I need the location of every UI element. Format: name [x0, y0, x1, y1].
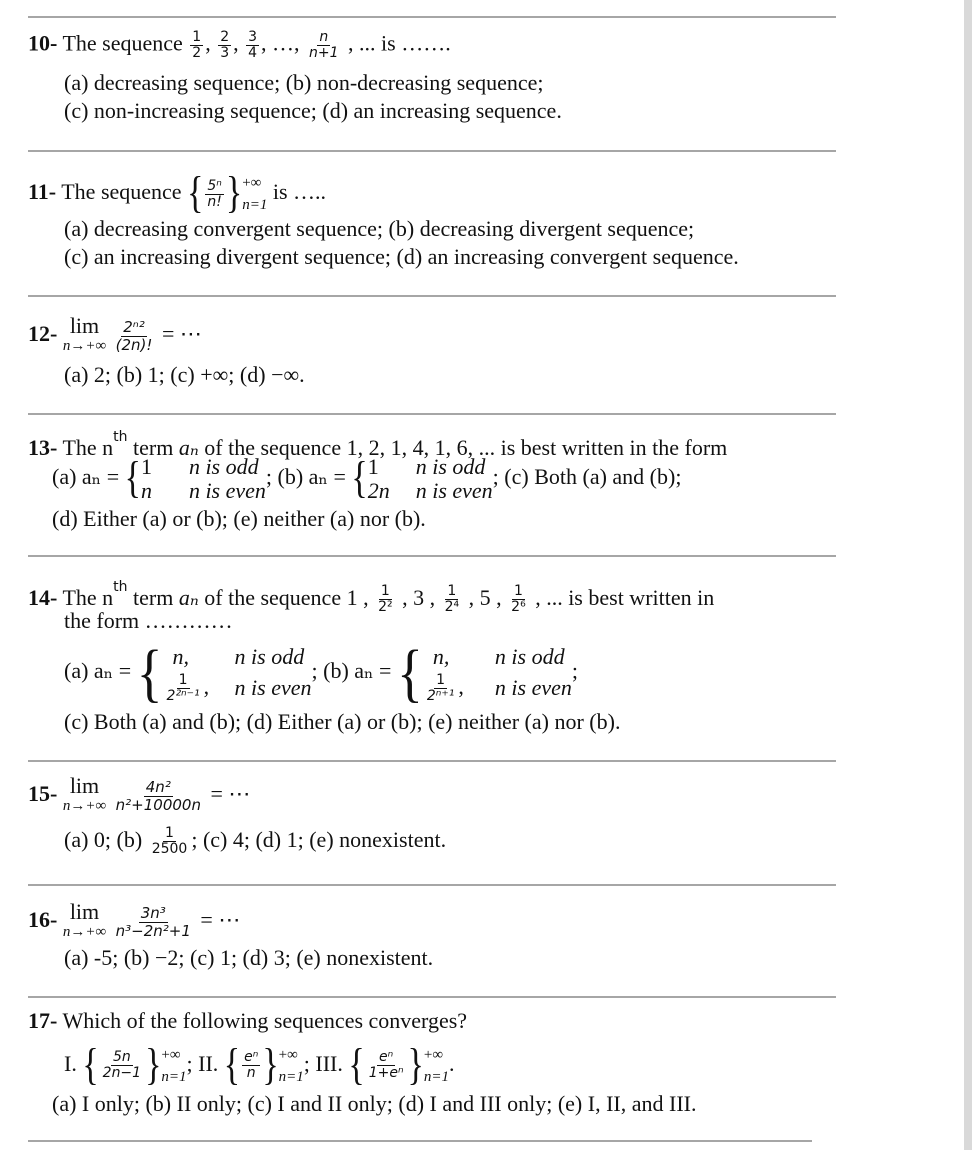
- q14-opt-a-frac: [165, 673, 202, 704]
- q12-num: 2ⁿ²: [123, 317, 145, 336]
- q17-options: (a) I only; (b) II only; (c) I and II only; (d) I and III only; (e) I, II, and III.: [52, 1091, 697, 1116]
- q13-stem-c: of the sequence 1, 2, 1, 4, 1, 6, ... is best written in the form: [204, 435, 728, 460]
- q10-options-line2: (c) non-increasing sequence; (d) an increasing sequence.: [64, 98, 562, 123]
- q14-line2: the form …………: [64, 608, 233, 633]
- q17-number: 17-: [28, 1008, 58, 1033]
- q14-opt-b-row1-value: n,: [432, 643, 450, 669]
- q11-den: n!: [207, 193, 222, 210]
- q14-opt-b-label: ; (b) aₙ =: [311, 658, 392, 683]
- q14-opt-b-row2: [423, 672, 572, 704]
- divider: [28, 1140, 812, 1142]
- q17-iii-label: ; III.: [303, 1051, 343, 1076]
- q13-opt-a-row1: [141, 455, 266, 479]
- q17-ii-num: eⁿ: [244, 1049, 259, 1066]
- q15-num: 4n²: [145, 777, 171, 796]
- q14-term-2: [376, 584, 395, 615]
- q14-opt-a-brace: {: [136, 636, 163, 709]
- q10-term-3-num: 3: [248, 29, 258, 45]
- q11-fraction: [205, 179, 224, 210]
- divider: [28, 16, 836, 18]
- q10-options-line1: (a) decreasing sequence; (b) non-decreasing sequence;: [64, 70, 544, 95]
- q13-opt-a-label: (a) aₙ =: [52, 464, 120, 489]
- q10-term-3: [246, 30, 259, 61]
- q10-term-2-den: 3: [220, 45, 230, 61]
- q14-opt-b-frac-den: 2ⁿ⁺¹: [426, 688, 455, 705]
- q14-stem-end: , ... is best written in: [535, 585, 715, 610]
- q14-opt-b-cases: [423, 642, 572, 704]
- q13-opt-b-row1-cond: n is odd: [415, 453, 486, 479]
- q14-term-6-num: 1: [513, 583, 523, 600]
- q13-opt-b-label: ; (b) aₙ =: [265, 464, 346, 489]
- q14-opt-b-frac: [425, 673, 457, 704]
- q15-opt-b-num: 1: [165, 825, 174, 842]
- q15-lim-label: lim: [69, 773, 100, 798]
- q11-right-brace: }: [225, 169, 243, 218]
- q11-stem: [28, 169, 327, 218]
- q14-options-line3: (c) Both (a) and (b); (d) Either (a) or (b); (e) neither (a) nor (b).: [64, 709, 621, 734]
- q13-opt-a-row1-cond: n is odd: [188, 453, 259, 479]
- divider: [28, 413, 836, 415]
- q14-opt-b-brace: {: [396, 636, 423, 709]
- q17-iii-num: eⁿ: [379, 1049, 394, 1066]
- q16-lim-under: n→+∞: [62, 924, 107, 940]
- q13-opt-a-brace: {: [124, 454, 141, 503]
- q16-lim-label: lim: [69, 899, 100, 924]
- q17-i-label: I.: [64, 1051, 77, 1076]
- q13-opt-a-row2-value: n: [140, 477, 152, 503]
- q14-opt-b-row1: [423, 642, 572, 672]
- q14-mid1: , 3 ,: [402, 585, 436, 610]
- q11-number: 11-: [28, 179, 57, 205]
- q17-ii-lower: n=1: [278, 1068, 304, 1085]
- q14-term-4: [443, 584, 462, 615]
- q12-lim-label: lim: [69, 313, 100, 338]
- q12-equals: = ⋯: [161, 321, 202, 347]
- q17-iii-left-brace: {: [348, 1041, 365, 1090]
- q15-opt-a: (a) 0; (b): [64, 827, 143, 852]
- page-edge: [964, 0, 972, 1150]
- q17-iii-lower: n=1: [423, 1068, 449, 1085]
- q15-opt-b-den: 2500: [151, 841, 188, 858]
- divider: [28, 555, 836, 557]
- q17-ii-den: n: [246, 1065, 256, 1082]
- q12-options: (a) 2; (b) 1; (c) +∞; (d) −∞.: [64, 362, 305, 387]
- q17-end: .: [449, 1051, 455, 1076]
- q10-stem-text: The sequence: [62, 30, 183, 56]
- q14-opt-a-row1-value: n,: [172, 643, 190, 669]
- q10-general-num: n: [319, 29, 329, 45]
- q13-stem-sup: th: [113, 429, 128, 445]
- q14-opt-a-row1-cond: n is odd: [234, 643, 305, 669]
- q14-opt-a-frac-num: 1: [178, 672, 188, 689]
- q15-opt-b-fraction: [150, 826, 190, 857]
- q13-opt-b-row1-value: 1: [367, 453, 379, 479]
- q15-options: [64, 822, 446, 858]
- q10-term-1: [190, 30, 203, 61]
- q15-fraction: [114, 779, 203, 814]
- q10-term-2: [218, 30, 231, 61]
- q14-mid2: , 5 ,: [468, 585, 502, 610]
- q14-opt-a-frac-den: 2²ⁿ⁻¹: [166, 688, 200, 705]
- q16-den: n³−2n²+1: [115, 921, 191, 940]
- q15-stem: [28, 773, 251, 816]
- q15-den: n²+10000n: [115, 795, 201, 814]
- q13-options-line1: [52, 452, 681, 503]
- q11-upper: +∞: [242, 175, 262, 191]
- q11-lower: n=1: [242, 197, 268, 213]
- q14-opt-b-row2-value: $\frac{1}{\text{2ⁿ⁺¹}}$ ,: [426, 672, 464, 705]
- q13-opt-b-cases: [368, 455, 493, 503]
- q14-opt-a-cases: [163, 642, 312, 704]
- q17-iii-den: 1+eⁿ: [368, 1065, 404, 1082]
- q11-stem-text: The sequence: [61, 179, 182, 205]
- q17-ii-right-brace: }: [262, 1041, 279, 1090]
- q12-number: 12-: [28, 321, 58, 347]
- q16-limit: [62, 899, 107, 942]
- q14-stem-a: The n: [62, 585, 114, 610]
- q16-number: 16-: [28, 907, 58, 933]
- q14-opt-b-row2-cond: n is even: [494, 674, 572, 700]
- q12-lim-under: n→+∞: [62, 338, 107, 354]
- q14-term-6: [509, 584, 528, 615]
- q14-opt-a-label: (a) aₙ =: [64, 658, 132, 683]
- q13-stem-a: The n: [62, 435, 114, 460]
- q17-ii-limits: [279, 1044, 304, 1088]
- q17-i-den: 2n−1: [102, 1065, 142, 1082]
- divider: [28, 760, 836, 762]
- q14-term-2-num: 1: [380, 583, 390, 600]
- q17-ii-left-brace: {: [223, 1041, 241, 1090]
- q12-stem: [28, 313, 202, 356]
- q17-stem: [28, 1008, 467, 1034]
- q10-term-2-num: 2: [220, 29, 230, 45]
- q16-num: 3n³: [140, 903, 166, 922]
- q17-iii-limits: [424, 1044, 449, 1088]
- q14-term-2-den: 2²: [378, 599, 393, 616]
- q17-i-limits: [161, 1044, 186, 1088]
- q13-opt-c: ; (c) Both (a) and (b);: [492, 464, 682, 489]
- q10-dots: …,: [272, 30, 300, 56]
- q10-term-3-den: 4: [248, 45, 258, 61]
- q13-opt-b-row1: [368, 455, 493, 479]
- q14-number: 14-: [28, 585, 58, 610]
- q17-ii-fraction: [242, 1050, 260, 1081]
- q14-an: aₙ: [178, 585, 199, 610]
- q12-limit: [62, 313, 107, 356]
- q13-opt-a-row1-value: 1: [140, 453, 152, 479]
- q11-options-line1: (a) decreasing convergent sequence; (b) decreasing divergent sequence;: [64, 216, 695, 241]
- q10-general-term: [307, 30, 341, 61]
- q10-number: 10-: [28, 30, 58, 56]
- q17-i-fraction: [101, 1050, 143, 1081]
- q14-options-line1: [64, 636, 578, 709]
- q13-opt-b-row2: [368, 479, 493, 503]
- q13-opt-b-row2-cond: n is even: [415, 477, 493, 503]
- q12-fraction: [114, 319, 155, 354]
- q13-opt-a-row2-cond: n is even: [188, 477, 266, 503]
- q11-limits: [242, 172, 267, 216]
- q17-sequences: [64, 1036, 455, 1092]
- q17-ii-label: ; II.: [186, 1051, 219, 1076]
- q13-number: 13-: [28, 435, 58, 460]
- q14-term-4-den: 2⁴: [444, 599, 460, 616]
- q17-i-upper: +∞: [161, 1046, 181, 1063]
- q14-opt-a-row1: [163, 642, 312, 672]
- q17-ii-upper: +∞: [278, 1046, 298, 1063]
- q14-opt-a-row2-value: $\frac{1}{\text{2²ⁿ⁻¹}}$ ,: [166, 672, 210, 705]
- q10-term-1-num: 1: [192, 29, 202, 45]
- q15-limit: [62, 773, 107, 816]
- q14-term-4-num: 1: [447, 583, 457, 600]
- q17-iii-right-brace: }: [407, 1041, 424, 1090]
- q11-left-brace: {: [187, 169, 204, 218]
- q13-opt-a-cases: [141, 455, 266, 503]
- q15-number: 15-: [28, 781, 58, 807]
- divider: [28, 295, 836, 297]
- q10-term-1-den: 2: [192, 45, 202, 61]
- q10-general-den: n+1: [309, 45, 339, 61]
- q15-equals: = ⋯: [210, 781, 251, 807]
- divider: [28, 996, 836, 998]
- q16-equals: = ⋯: [200, 907, 241, 933]
- q10-stem: 10- The sequence $\frac{1}{2}$ , $\frac{2}{3}$ , $\frac{3}{4}$ , …, $\frac{n}{n+1}$ , ... is …….: [28, 29, 451, 61]
- q10-tail: , ... is …….: [348, 30, 451, 56]
- q17-i-num: 5n: [112, 1049, 131, 1066]
- q14-opt-a-row2: [163, 672, 312, 704]
- q17-i-right-brace: }: [145, 1041, 162, 1090]
- q16-stem: [28, 899, 241, 942]
- q17-iii-fraction: [367, 1050, 406, 1081]
- divider: [28, 150, 836, 152]
- q14-term-6-den: 2⁶: [511, 599, 526, 616]
- q12-den: (2n)!: [115, 335, 153, 354]
- q14-opt-b-row1-cond: n is odd: [494, 643, 565, 669]
- q13-an: aₙ: [178, 435, 199, 460]
- q11-num: 5ⁿ: [207, 177, 222, 194]
- q17-i-left-brace: {: [82, 1041, 99, 1090]
- q14-opt-end: ;: [571, 658, 578, 683]
- divider: [28, 884, 836, 886]
- q15-lim-under: n→+∞: [62, 798, 107, 814]
- q16-fraction: [114, 905, 193, 940]
- q14-stem-b: term: [133, 585, 174, 610]
- q13-opt-a-row2: [141, 479, 266, 503]
- q13-options-line2: (d) Either (a) or (b); (e) neither (a) nor (b).: [52, 506, 426, 531]
- q17-iii-upper: +∞: [423, 1046, 444, 1063]
- q11-tail: is …..: [272, 179, 327, 205]
- q14-stem-sup: th: [113, 579, 128, 595]
- q11-options-line2: (c) an increasing divergent sequence; (d) an increasing convergent sequence.: [64, 244, 739, 269]
- q14-stem-c: of the sequence 1 ,: [204, 585, 369, 610]
- q13-opt-b-row2-value: 2n: [367, 477, 390, 503]
- q13-stem-b: term: [133, 435, 174, 460]
- q14-opt-b-frac-num: 1: [436, 672, 446, 689]
- q15-opt-rest: ; (c) 4; (d) 1; (e) nonexistent.: [191, 827, 447, 852]
- q17-i-lower: n=1: [161, 1068, 187, 1085]
- q17-stem-text: Which of the following sequences converges?: [62, 1008, 468, 1033]
- q14-opt-a-row2-cond: n is even: [234, 674, 312, 700]
- q16-options: (a) -5; (b) −2; (c) 1; (d) 3; (e) nonexistent.: [64, 945, 434, 970]
- q13-opt-b-brace: {: [351, 454, 368, 503]
